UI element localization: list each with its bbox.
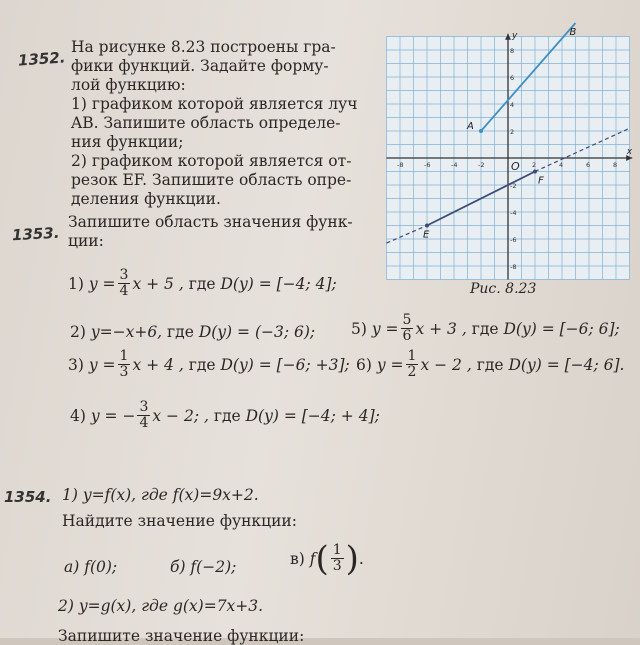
point-e-dot	[425, 224, 429, 228]
y-tick-label: -8	[510, 263, 517, 271]
where-word: где	[167, 323, 194, 341]
numerator: 3	[119, 267, 129, 283]
text-line: Запишите значение функции:	[58, 627, 305, 645]
denominator: 4	[139, 415, 149, 431]
text-line: 2) y=g(x), где g(x)=7x+3.	[58, 597, 264, 615]
point-f-dot	[533, 170, 537, 174]
domain: D(y) = [−6; +3];	[220, 355, 350, 374]
numerator: 1	[407, 348, 417, 364]
text-line: Найдите значение функции:	[62, 512, 297, 530]
numerator: 1	[332, 542, 342, 558]
denominator: 6	[402, 328, 412, 344]
period: .	[358, 549, 364, 568]
problem-number-1352: 1352.	[17, 48, 67, 70]
domain: D(y) = [−4; 6].	[508, 355, 625, 374]
item-label: 3)	[68, 355, 84, 374]
paren-close: )	[345, 538, 359, 579]
fraction	[118, 349, 131, 380]
figure-caption: Рис. 8.23	[470, 281, 537, 297]
where-word: где	[471, 319, 499, 338]
problem-1353-text	[68, 213, 353, 251]
item-5	[351, 313, 620, 344]
text-line: На рисунке 8.23 построены гра-	[71, 38, 336, 56]
item-6	[356, 349, 625, 380]
fraction	[137, 400, 150, 431]
fraction	[118, 268, 131, 299]
problem-1354-line1	[62, 486, 259, 504]
point-label-a: A	[467, 121, 474, 132]
domain: D(y) = [−6; 6];	[503, 319, 620, 338]
problem-1354-line4	[58, 627, 304, 645]
domain: D(y) = [−4; + 4];	[245, 406, 380, 425]
numerator: 5	[402, 312, 412, 328]
formula-rest: x − 2; ,	[152, 406, 209, 425]
problem-1354-line3	[58, 597, 263, 615]
item-label: 2)	[70, 323, 86, 341]
fraction	[401, 313, 414, 344]
x-tick-label: -6	[424, 161, 431, 169]
y-axis-label: y	[512, 30, 518, 41]
denominator: 4	[119, 283, 129, 299]
y-tick-label: 4	[510, 101, 515, 109]
problem-1352-text	[71, 38, 358, 209]
x-tick-label: -2	[478, 161, 485, 169]
x-tick-label: 4	[559, 161, 564, 169]
y-tick-label: 2	[510, 128, 515, 136]
x-tick-label: 8	[613, 161, 618, 169]
item-label: 5)	[351, 319, 367, 338]
where-word: где	[188, 274, 216, 293]
text-line: Запишите область значения функ-	[68, 213, 353, 231]
domain: D(y) = [−4; 4];	[220, 274, 337, 293]
y-tick-label: 8	[510, 47, 515, 55]
formula-lhs: y = −	[90, 406, 136, 425]
item-label: 1)	[68, 274, 84, 293]
text-line: AB. Запишите область определе-	[71, 114, 341, 132]
formula-rest: x + 3 ,	[415, 319, 467, 338]
subtask-b	[170, 558, 236, 576]
fraction	[331, 543, 344, 574]
point-label-f: F	[538, 175, 544, 187]
text-line: деления функции.	[71, 190, 221, 208]
y-tick-label: -2	[510, 182, 517, 190]
text-line: ции:	[68, 232, 104, 250]
figure-8-23	[380, 27, 633, 271]
y-tick-label: 6	[510, 74, 515, 82]
text-line: резок EF. Запишите область опре-	[71, 171, 352, 189]
formula-lhs: y =	[88, 274, 116, 293]
item-label: 6)	[356, 355, 372, 374]
formula-rest: x + 4 ,	[132, 355, 184, 374]
subtask-label: в)	[290, 549, 305, 568]
item-3	[68, 349, 350, 380]
problem-number-1353: 1353.	[11, 223, 60, 245]
point-a-dot	[479, 129, 483, 133]
domain: D(y) = (−3; 6);	[198, 323, 316, 341]
x-tick-label: -8	[397, 161, 404, 169]
where-word: где	[213, 406, 241, 425]
point-label-e: E	[423, 229, 430, 241]
formula-rest: x + 5 ,	[132, 274, 184, 293]
denominator: 3	[332, 558, 342, 574]
y-tick-label: -4	[510, 209, 517, 217]
x-tick-label: 2	[532, 161, 537, 169]
x-tick-label: 6	[586, 161, 591, 169]
numerator: 3	[139, 399, 149, 415]
item-label: 4)	[70, 406, 86, 425]
formula-lhs: y =	[88, 355, 116, 374]
subtask-c	[290, 538, 364, 579]
subtask-a	[64, 558, 117, 576]
y-tick-label: -6	[510, 236, 517, 244]
text-line: 2) графиком которой является от-	[71, 152, 352, 170]
formula-lhs: y =	[371, 319, 399, 338]
origin-label: O	[511, 160, 520, 173]
problem-number-1354: 1354.	[4, 488, 52, 506]
denominator: 2	[407, 364, 417, 380]
text-line: фики функций. Задайте форму-	[71, 57, 329, 75]
function-name: f	[309, 549, 316, 568]
text-line: лой функцию:	[71, 76, 186, 94]
text-line: ния функции;	[71, 133, 184, 151]
text-line: 1) y=f(x), где f(x)=9x+2.	[62, 486, 259, 504]
point-label-b: B	[569, 27, 577, 38]
item-4	[70, 400, 380, 431]
where-word: где	[476, 355, 504, 374]
x-tick-label: -4	[451, 161, 458, 169]
fraction	[406, 349, 419, 380]
subtask-text: а) f(0);	[64, 558, 118, 576]
numerator: 1	[119, 348, 129, 364]
subtask-text: б) f(−2);	[170, 558, 237, 576]
formula-lhs: y =	[376, 355, 404, 374]
where-word: где	[188, 355, 216, 374]
formula-rest: x − 2 ,	[420, 355, 472, 374]
text-line: 1) графиком которой является луч	[71, 95, 358, 113]
formula: y=−x+6,	[90, 323, 163, 341]
item-1	[68, 268, 337, 299]
problem-1354-line2	[62, 512, 297, 530]
paren-open: (	[315, 538, 329, 579]
denominator: 3	[119, 364, 129, 380]
item-2	[70, 323, 315, 341]
x-axis-label: x	[626, 147, 633, 157]
